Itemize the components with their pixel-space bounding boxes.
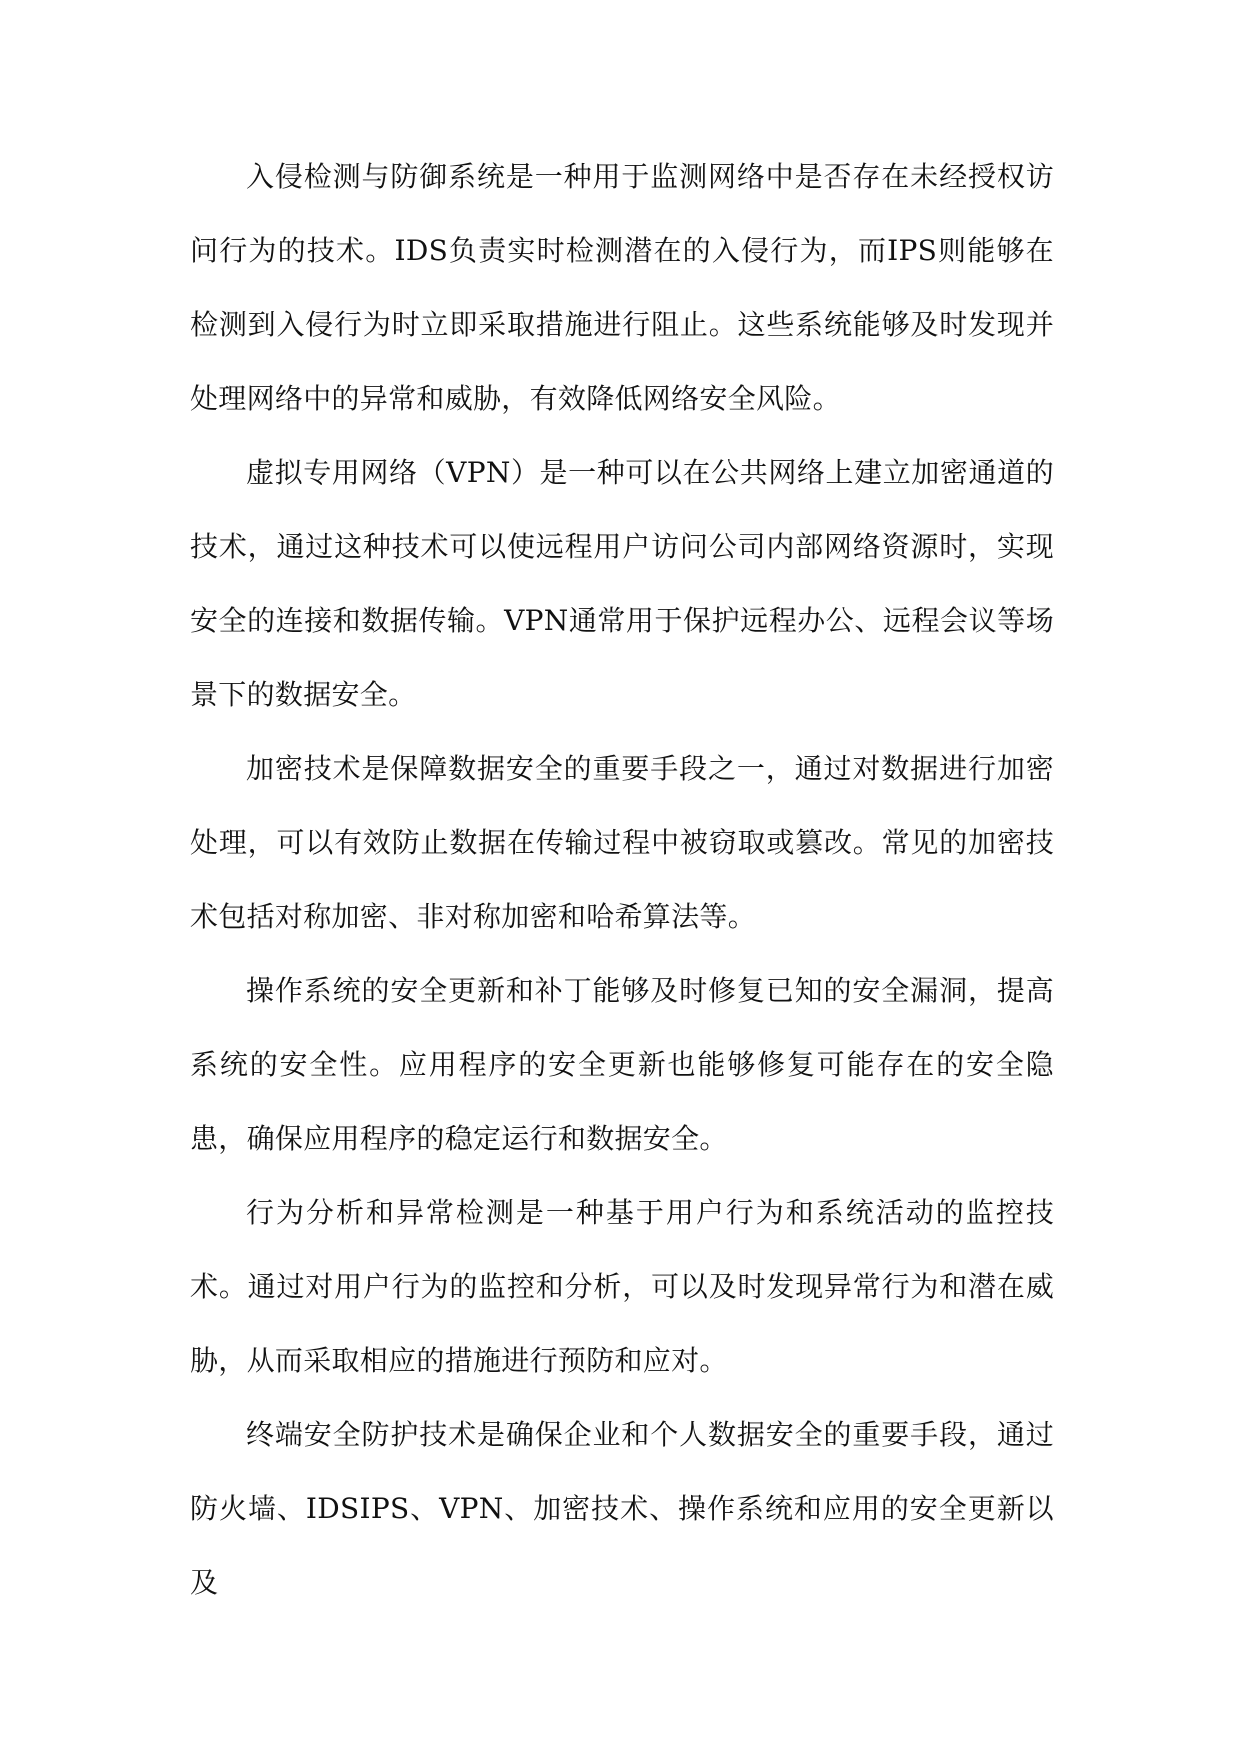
paragraph-behavior-analysis: 行为分析和异常检测是一种基于用户行为和系统活动的监控技术。通过对用户行为的监控和分析，可以及时发现异常行为和潜在威胁，从而采取相应的措施进行预防和应对。 (190, 1196, 1054, 1377)
paragraph-security-updates: 操作系统的安全更新和补丁能够及时修复已知的安全漏洞，提高系统的安全性。应用程序的安全更新也能够修复可能存在的安全隐患，确保应用程序的稳定运行和数据安全。 (190, 974, 1054, 1155)
paragraph-encryption: 加密技术是保障数据安全的重要手段之一，通过对数据进行加密处理，可以有效防止数据在传输过程中被窃取或篡改。常见的加密技术包括对称加密、非对称加密和哈希算法等。 (190, 752, 1054, 933)
paragraph-vpn: 虚拟专用网络（VPN）是一种可以在公共网络上建立加密通道的技术，通过这种技术可以使远程用户访问公司内部网络资源时，实现安全的连接和数据传输。VPN通常用于保护远程办公、远程会议等场景下的数据安全。 (190, 456, 1054, 711)
paragraph-ids-ips: 入侵检测与防御系统是一种用于监测网络中是否存在未经授权访问行为的技术。IDS负责实时检测潜在的入侵行为，而IPS则能够在检测到入侵行为时立即采取措施进行阻止。这些系统能够及时发现并处理网络中的异常和威胁，有效降低网络安全风险。 (190, 160, 1054, 415)
paragraph-endpoint-protection: 终端安全防护技术是确保企业和个人数据安全的重要手段，通过防火墙、IDSIPS、VPN、加密技术、操作系统和应用的安全更新以及 (190, 1418, 1054, 1599)
document-body (190, 140, 1054, 1620)
